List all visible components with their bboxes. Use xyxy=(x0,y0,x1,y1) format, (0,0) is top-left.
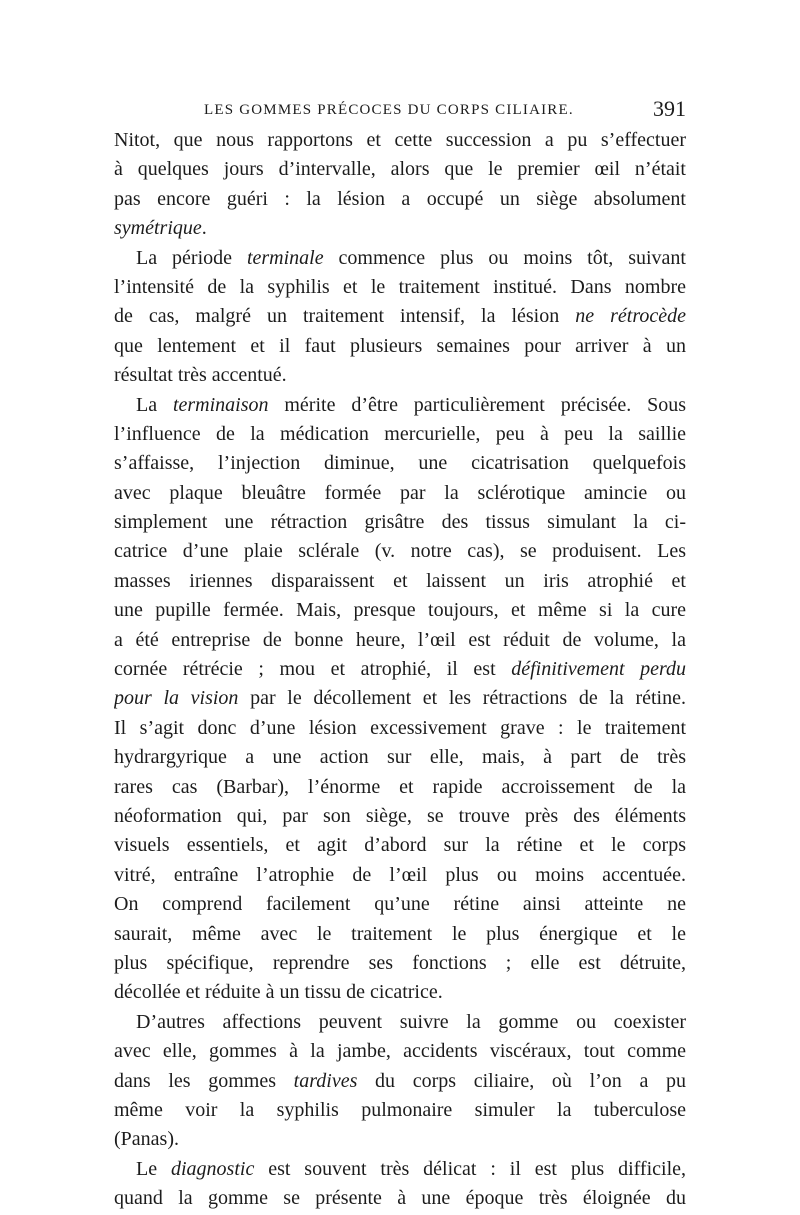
text-segment: quand la gomme se présente à une époque très éloignée du xyxy=(114,1187,686,1210)
text-segment: avec elle, gommes à la jambe, accidents viscéraux, tout comme xyxy=(114,1040,686,1063)
text-segment: plus spécifique, reprendre ses fonctions ; elle est détruite, xyxy=(114,951,686,974)
text-segment: saurait, même avec le traitement le plus énergique et le xyxy=(114,922,686,945)
italic-term: terminaison xyxy=(172,393,269,416)
text-line xyxy=(114,743,686,772)
text-segment: par le décollement et les rétractions de la rétine. xyxy=(238,687,686,710)
text-segment: a été entreprise de bonne heure, l’œil est réduit de volume, la xyxy=(114,628,686,651)
text-segment: une pupille fermée. Mais, presque toujours, et même si la cure xyxy=(114,599,686,622)
text-line xyxy=(114,302,686,331)
text-segment: résultat très accentué. xyxy=(114,364,287,387)
text-line xyxy=(114,831,686,860)
text-line xyxy=(114,802,686,831)
text-line xyxy=(114,655,686,684)
text-line xyxy=(114,214,686,243)
text-line xyxy=(114,244,686,273)
text-line xyxy=(114,978,686,1007)
text-line xyxy=(114,861,686,890)
text-segment: du corps ciliaire, où l’on a pu xyxy=(357,1069,686,1092)
text-line xyxy=(114,185,686,214)
text-line xyxy=(114,1067,686,1096)
text-segment: La période xyxy=(136,246,247,269)
text-line xyxy=(114,1008,686,1037)
text-segment: . xyxy=(201,217,207,240)
text-segment: visuels essentiels, et agit d’abord sur la rétine et le corps xyxy=(114,834,686,857)
text-segment: Nitot, que nous rapportons et cette succession a pu s’effectuer xyxy=(114,129,686,151)
text-segment: simplement une rétraction grisâtre des tissus simulant la ci- xyxy=(114,511,686,534)
text-segment: Il s’agit donc d’une lésion excessivement grave : le traitement xyxy=(114,716,686,739)
text-line xyxy=(114,596,686,625)
text-line xyxy=(114,949,686,978)
text-segment: avec plaque bleuâtre formée par la sclérotique amincie ou xyxy=(114,481,686,504)
text-segment: D’autres affections peuvent suivre la gomme ou coexister xyxy=(136,1010,686,1033)
italic-term: diagnostic xyxy=(170,1157,255,1180)
running-title: LES GOMMES PRÉCOCES DU CORPS CILIAIRE. xyxy=(204,102,574,118)
text-segment: (Panas). xyxy=(114,1128,179,1151)
text-line xyxy=(114,332,686,361)
text-segment: dans les gommes xyxy=(114,1069,294,1092)
italic-term: tardives xyxy=(293,1069,358,1092)
text-line xyxy=(114,449,686,478)
italic-term: ne rétrocède xyxy=(575,305,686,328)
text-segment: hydrargyrique a une action sur elle, mais, à part de très xyxy=(114,746,686,769)
text-segment: l’intensité de la syphilis et le traitement institué. Dans nombre xyxy=(114,275,686,298)
text-segment: à quelques jours d’intervalle, alors que le premier œil n’était xyxy=(114,158,686,181)
text-line xyxy=(114,1184,686,1213)
text-line xyxy=(114,920,686,949)
italic-term: symétrique xyxy=(114,217,202,240)
text-line xyxy=(114,890,686,919)
text-line xyxy=(114,1037,686,1066)
text-line xyxy=(114,773,686,802)
text-segment: catrice d’une plaie sclérale (v. notre cas), se produisent. Les xyxy=(114,540,686,563)
text-line xyxy=(114,1155,686,1184)
italic-term: terminale xyxy=(246,246,324,269)
text-segment: décollée et réduite à un tissu de cicatrice. xyxy=(114,981,443,1004)
italic-term: définitivement perdu xyxy=(511,658,686,681)
text-segment: Le xyxy=(136,1157,171,1180)
text-line xyxy=(114,420,686,449)
text-line xyxy=(114,391,686,420)
text-segment: s’affaisse, l’injection diminue, une cicatrisation quelquefois xyxy=(114,452,686,475)
text-line xyxy=(114,537,686,566)
text-segment: masses iriennes disparaissent et laissent un iris atrophié et xyxy=(114,569,686,592)
text-segment: de cas, malgré un traitement intensif, la lésion xyxy=(114,305,576,328)
text-line xyxy=(114,155,686,184)
text-line xyxy=(114,626,686,655)
text-line xyxy=(114,1125,686,1154)
text-segment: mérite d’être particulièrement précisée. Sous xyxy=(268,393,686,416)
text-segment: même voir la syphilis pulmonaire simuler la tuberculose xyxy=(114,1098,686,1121)
text-line xyxy=(114,126,686,155)
book-page xyxy=(114,96,686,1213)
text-segment: cornée rétrécie ; mou et atrophié, il est xyxy=(114,658,512,681)
page-number: 391 xyxy=(653,96,686,121)
text-segment: La xyxy=(136,393,173,416)
text-line xyxy=(114,684,686,713)
text-segment: que lentement et il faut plusieurs semaines pour arriver à un xyxy=(114,334,686,357)
text-segment: l’influence de la médication mercurielle, peu à peu la saillie xyxy=(114,422,686,445)
text-segment: rares cas (Barbar), l’énorme et rapide accroissement de la xyxy=(114,775,686,798)
text-line xyxy=(114,567,686,596)
text-line xyxy=(114,1096,686,1125)
text-line xyxy=(114,273,686,302)
text-segment: est souvent très délicat : il est plus difficile, xyxy=(254,1157,686,1180)
text-segment: On comprend facilement qu’une rétine ainsi atteinte ne xyxy=(114,893,686,916)
text-line xyxy=(114,361,686,390)
text-line xyxy=(114,508,686,537)
text-line xyxy=(114,479,686,508)
text-segment: pas encore guéri : la lésion a occupé un siège absolument xyxy=(114,187,686,210)
text-segment: néoformation qui, par son siège, se trouve près des éléments xyxy=(114,804,686,827)
running-header xyxy=(114,96,686,126)
text-line xyxy=(114,714,686,743)
italic-term: pour la vision xyxy=(114,687,239,710)
body-text xyxy=(114,126,686,1213)
text-segment: vitré, entraîne l’atrophie de l’œil plus ou moins accentuée. xyxy=(114,863,686,886)
text-segment: commence plus ou moins tôt, suivant xyxy=(323,246,686,269)
